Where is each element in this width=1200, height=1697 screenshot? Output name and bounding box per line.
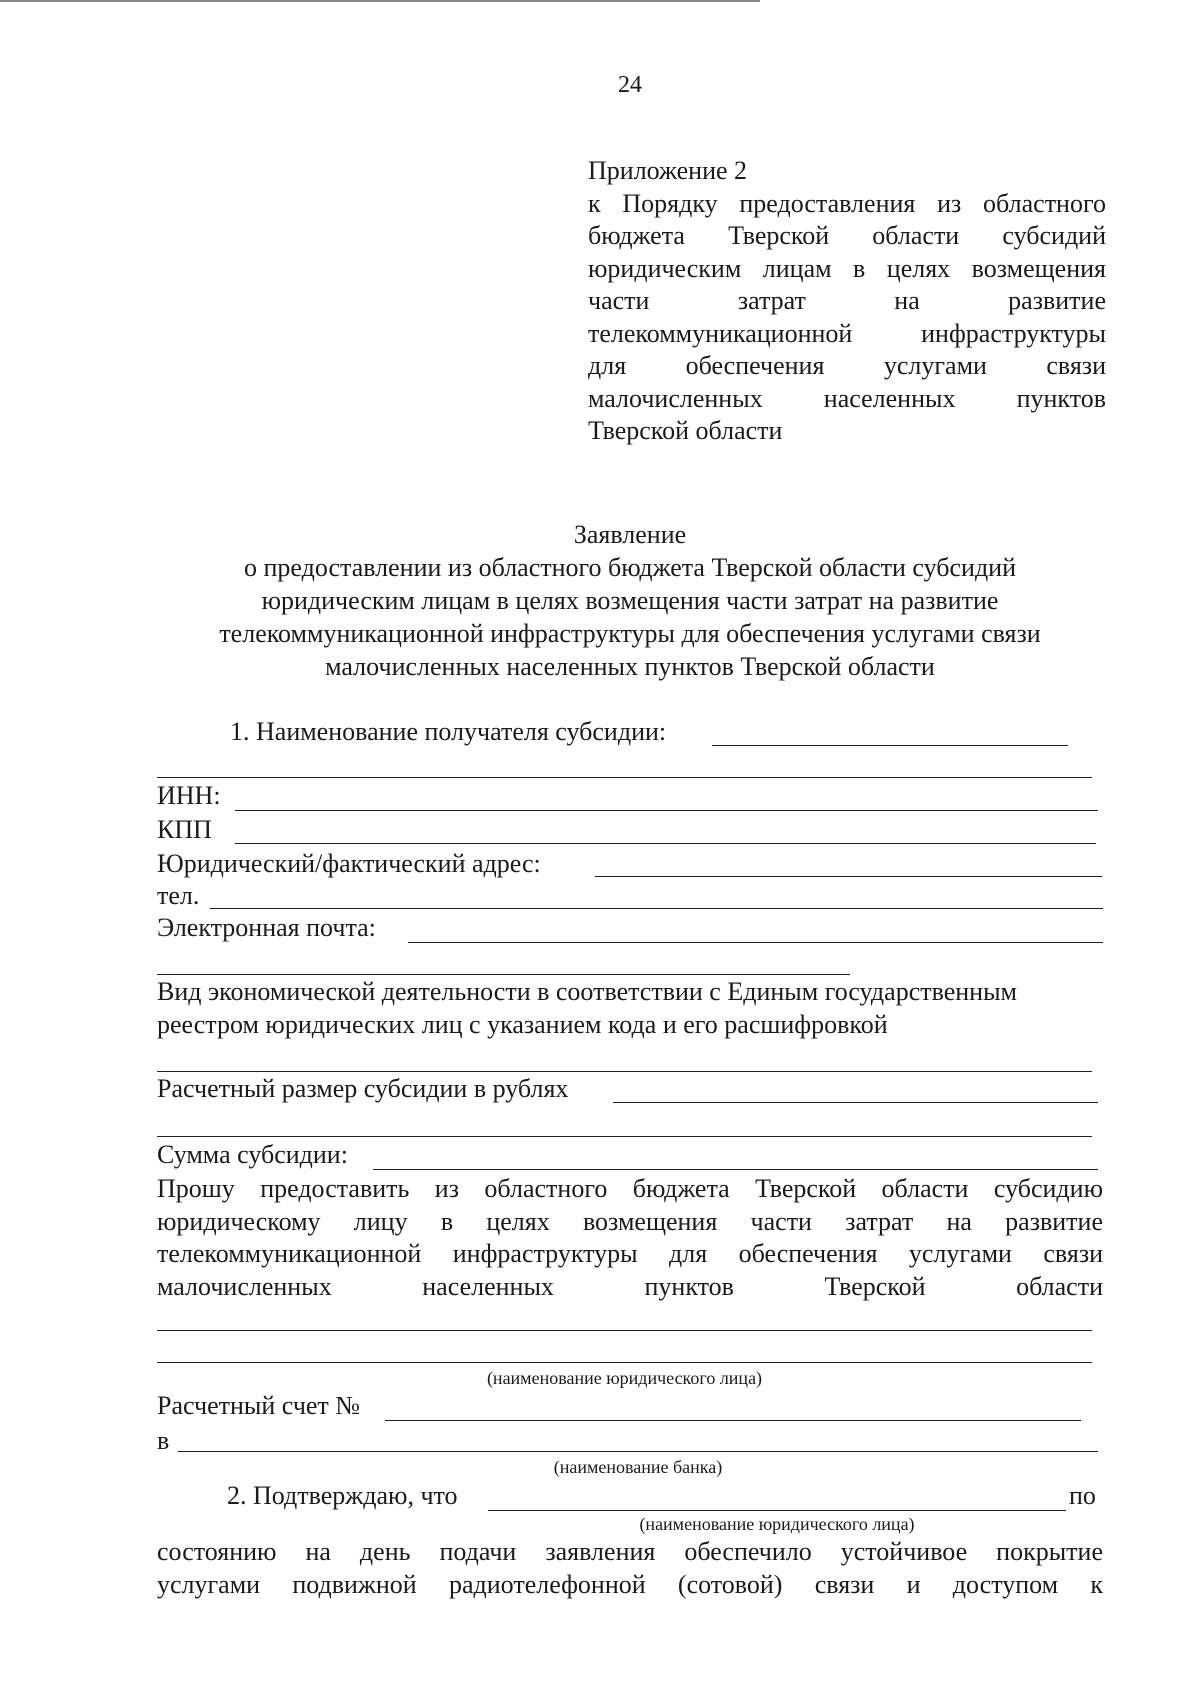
estimated-amount-field[interactable]: [613, 1102, 1098, 1103]
email-field-continued[interactable]: [157, 974, 850, 975]
page-number: 24: [618, 72, 642, 98]
legal-entity-field[interactable]: [157, 1330, 1092, 1331]
appendix-line: для обеспечения услугами связи: [588, 351, 1106, 380]
request-line: Прошу предоставить из областного бюджета Тверской области субсидию: [157, 1174, 1103, 1203]
phone-field[interactable]: [210, 908, 1103, 909]
title-line: телекоммуникационной инфраструктуры для обеспечения услугами связи: [219, 619, 1041, 648]
appendix-line: Приложение 2: [588, 156, 748, 185]
appendix-line: части затрат на развитие: [588, 286, 1106, 315]
bank-caption: (наименование банка): [553, 1457, 723, 1477]
request-line: малочисленных населенных пунктов Тверской области: [157, 1272, 1103, 1301]
appendix-line: Тверской области: [588, 416, 783, 445]
appendix-line: малочисленных населенных пунктов: [588, 383, 1106, 413]
inn-label: ИНН:: [157, 781, 221, 810]
estimated-amount-label: Расчетный размер субсидии в рублях: [157, 1074, 569, 1103]
final-line: состоянию на день подачи заявления обеспечило устойчивое покрытие: [157, 1537, 1103, 1566]
appendix-reference: [588, 155, 1106, 448]
bank-in-label: в: [157, 1426, 170, 1455]
estimated-amount-field-continued[interactable]: [157, 1136, 1092, 1137]
email-label: Электронная почта:: [157, 913, 376, 942]
document-title: [140, 518, 1120, 683]
confirm-caption: (наименование юридического лица): [639, 1514, 915, 1534]
appendix-line: к Порядку предоставления из областного: [588, 188, 1106, 218]
appendix-line: юридическим лицам в целях возмещения: [588, 253, 1106, 283]
recipient-name-field[interactable]: [712, 745, 1068, 746]
bank-field[interactable]: [178, 1451, 1098, 1452]
kpp-field[interactable]: [235, 843, 1096, 844]
activity-label-line1: Вид экономической деятельности в соответствии с Единым государственным: [157, 977, 1018, 1006]
confirm-label: 2. Подтверждаю, что: [227, 1481, 458, 1510]
recipient-name-field-continued[interactable]: [157, 777, 1092, 778]
confirm-po: по: [1069, 1481, 1096, 1510]
title-line: юридическим лицам в целях возмещения части затрат на развитие: [261, 586, 999, 615]
recipient-name-label: 1. Наименование получателя субсидии:: [230, 717, 667, 746]
inn-field[interactable]: [235, 810, 1098, 811]
request-line: юридическому лицу в целях возмещения части затрат на развитие: [157, 1207, 1103, 1236]
request-line: телекоммуникационной инфраструктуры для обеспечения услугами связи: [157, 1239, 1103, 1268]
confirm-entity-field[interactable]: [488, 1510, 1066, 1511]
activity-field[interactable]: [157, 1071, 1092, 1072]
scan-top-edge: [0, 0, 760, 2]
legal-entity-field-continued[interactable]: [157, 1362, 1092, 1363]
subsidy-sum-label: Сумма субсидии:: [157, 1140, 348, 1169]
appendix-line: телекоммуникационной инфраструктуры: [588, 318, 1106, 348]
account-field[interactable]: [385, 1420, 1081, 1421]
address-label: Юридический/фактический адрес:: [157, 849, 541, 878]
final-line: услугами подвижной радиотелефонной (сотовой) связи и доступом к: [157, 1570, 1103, 1599]
title-heading: Заявление: [573, 520, 687, 549]
address-field[interactable]: [595, 876, 1102, 877]
email-field[interactable]: [408, 942, 1103, 943]
kpp-label: КПП: [157, 815, 212, 844]
legal-entity-caption: (наименование юридического лица): [486, 1368, 763, 1388]
title-line: о предоставлении из областного бюджета Тверской области субсидий: [243, 553, 1016, 582]
account-label: Расчетный счет №: [157, 1391, 361, 1420]
subsidy-sum-field[interactable]: [373, 1169, 1098, 1170]
appendix-line: бюджета Тверской области субсидий: [588, 221, 1106, 250]
activity-label-line2: реестром юридических лиц с указанием кода и его расшифровкой: [157, 1010, 888, 1039]
phone-label: тел.: [157, 881, 200, 910]
title-line: малочисленных населенных пунктов Тверской области: [325, 652, 935, 681]
